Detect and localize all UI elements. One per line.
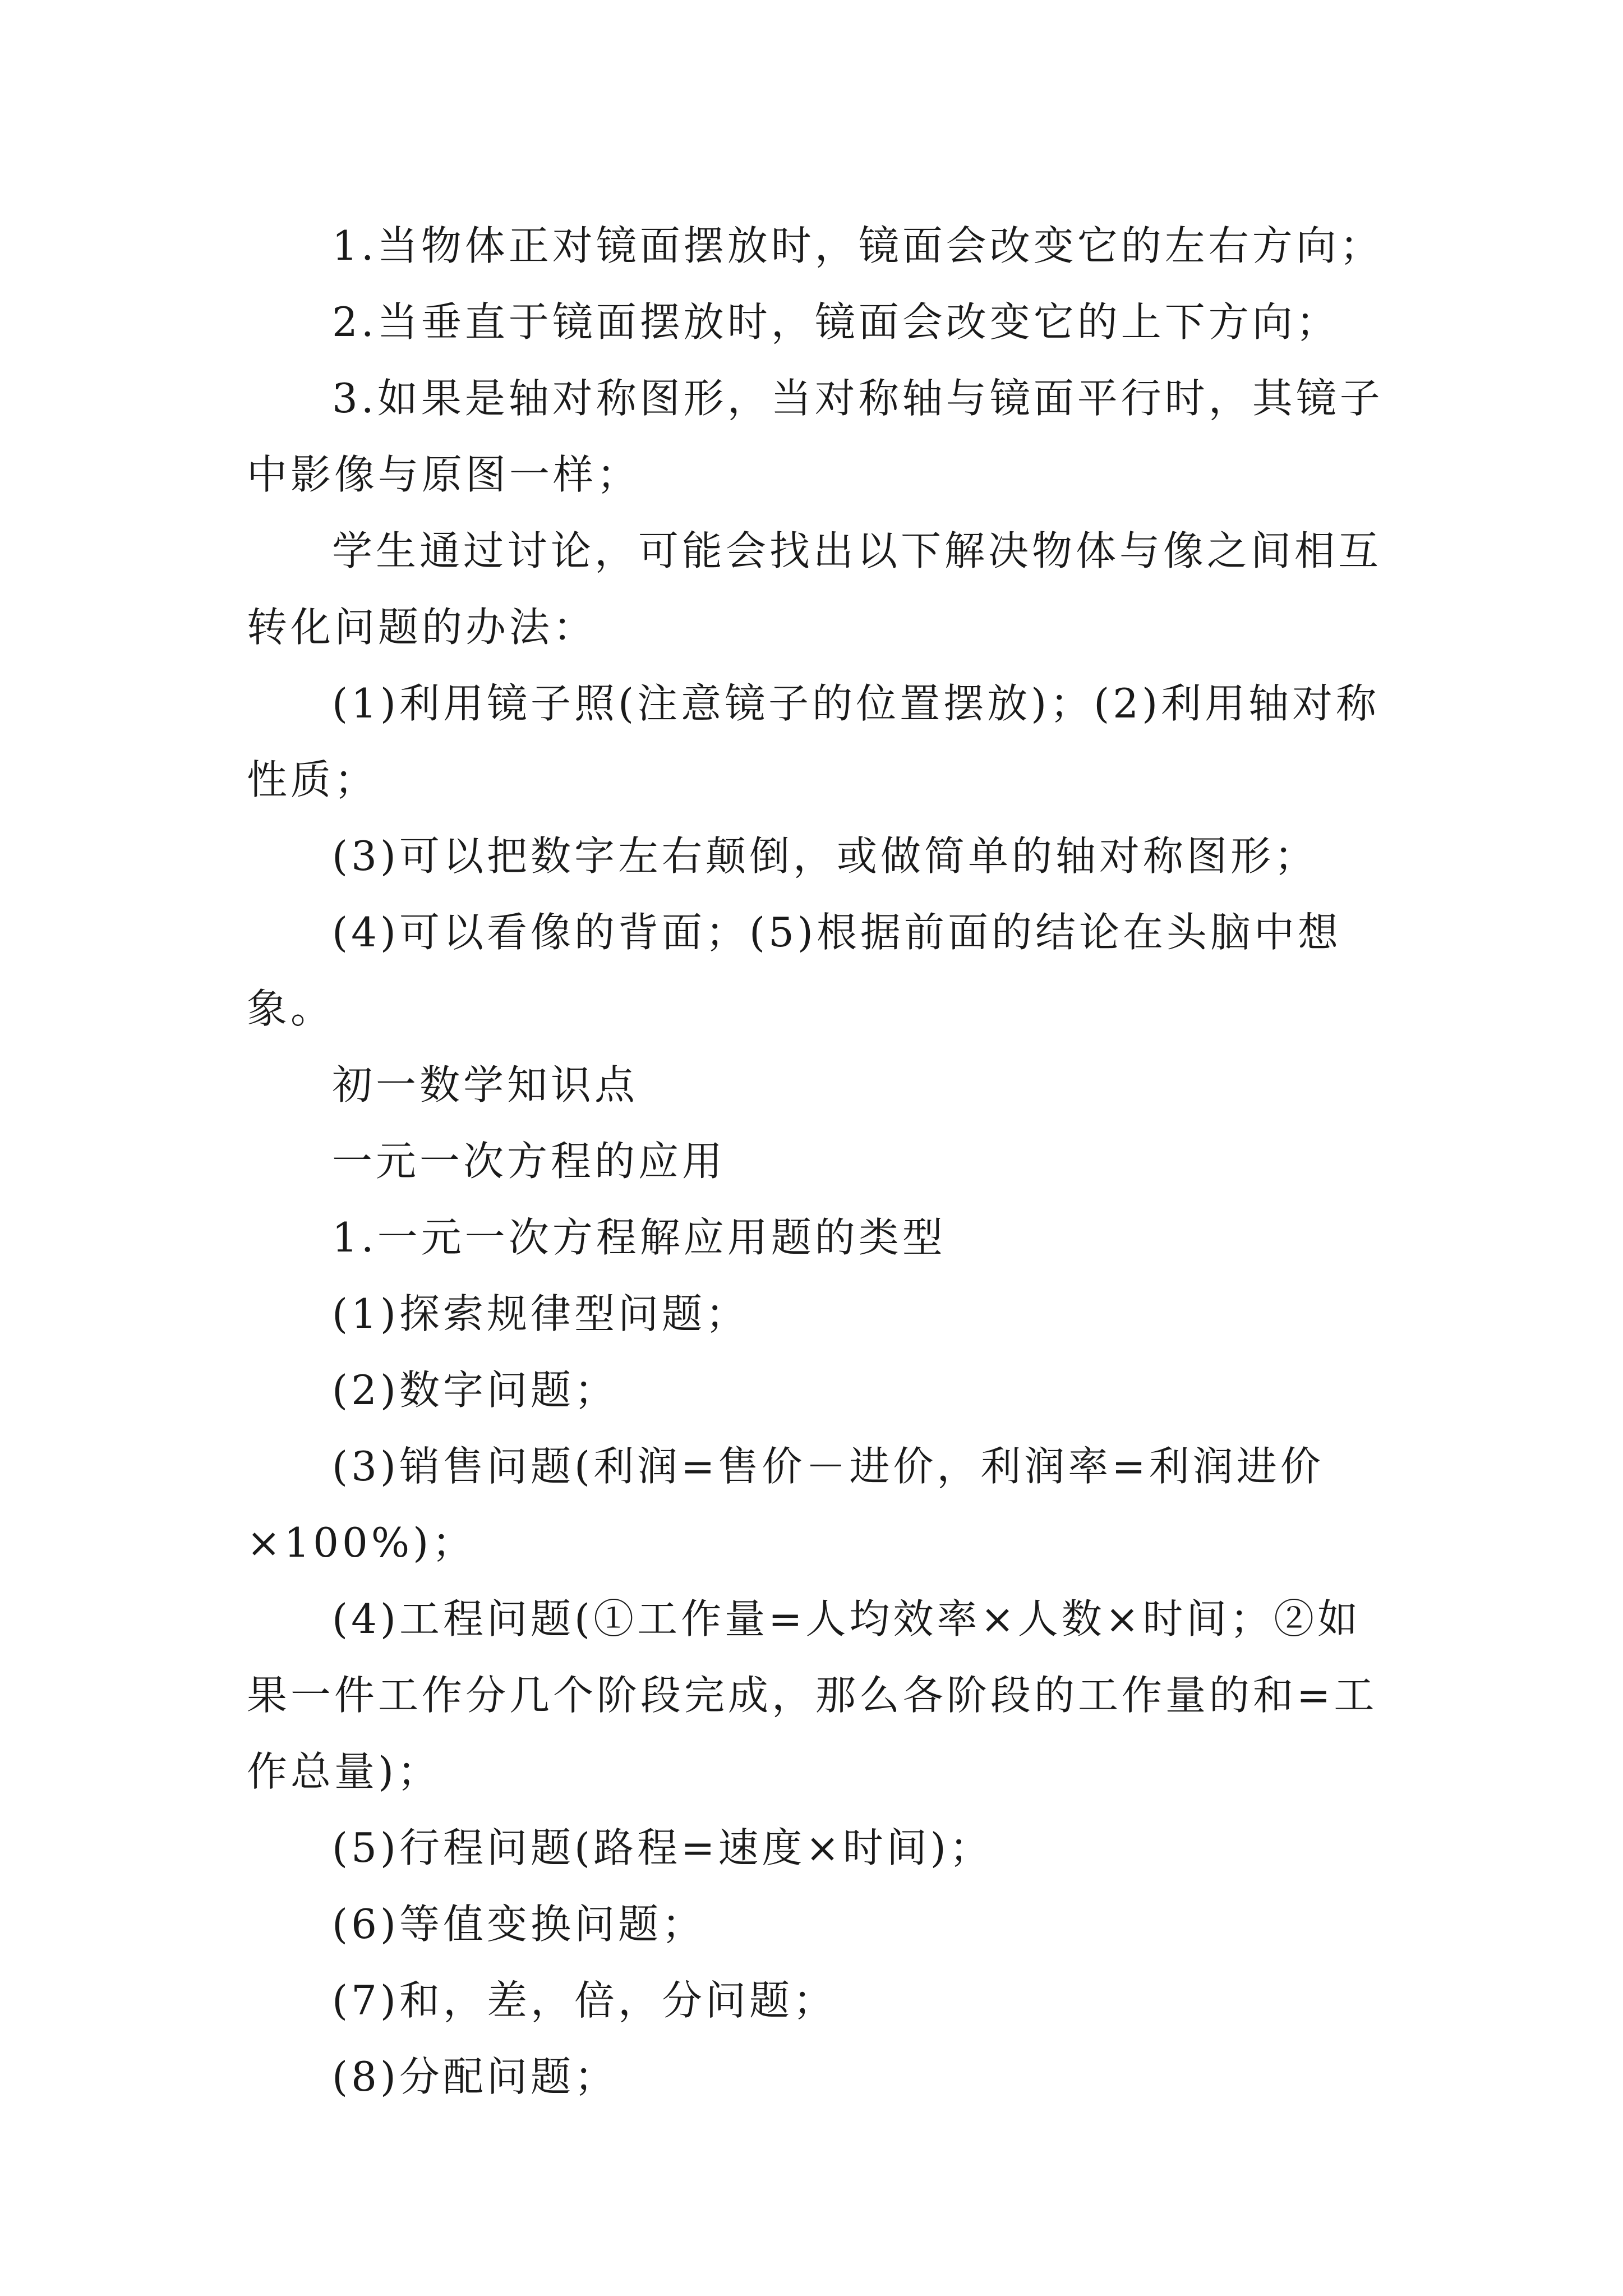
paragraph-discussion-intro: 学生通过讨论，可能会找出以下解决物体与像之间相互转化问题的办法： xyxy=(247,527,1382,651)
list-item-equivalent-exchange: (6)等值变换问题； xyxy=(332,1901,706,1948)
subheading-problem-types: 1.一元一次方程解应用题的类型 xyxy=(332,1214,946,1261)
paragraph-axis-symmetry: 3.如果是轴对称图形，当对称轴与镜面平行时，其镜子中影像与原图一样； xyxy=(247,375,1384,498)
paragraph-method-4-5: (4)可以看像的背面；(5)根据前面的结论在头脑中想象。 xyxy=(247,909,1341,1032)
list-item-travel-problem: (5)行程问题(路程=速度×时间)； xyxy=(332,1824,993,1871)
list-item-allocation-problem: (8)分配问题； xyxy=(332,2053,618,2100)
paragraph-method-1-2: (1)利用镜子照(注意镜子的位置摆放)；(2)利用轴对称性质； xyxy=(247,680,1380,803)
section-heading-knowledge: 初一数学知识点 xyxy=(332,1061,639,1108)
document-body xyxy=(247,208,1391,2115)
paragraph-mirror-up-down: 2.当垂直于镜面摆放时，镜面会改变它的上下方向； xyxy=(332,298,1340,346)
list-item-number-problem: (2)数字问题； xyxy=(332,1366,618,1414)
list-item-sales-problem: (3)销售问题(利润=售价－进价，利润率=利润进价×100%)； xyxy=(247,1443,1324,1566)
list-item-sum-difference-multiple: (7)和，差，倍，分问题； xyxy=(332,1977,837,2024)
list-item-work-problem: (4)工程问题(①工作量=人均效率×人数×时间；②如果一件工作分几个阶段完成，那么各阶段的工作量的和=工作总量)； xyxy=(247,1595,1378,1795)
paragraph-method-3: (3)可以把数字左右颠倒，或做简单的轴对称图形； xyxy=(332,832,1318,880)
section-heading-equation-application: 一元一次方程的应用 xyxy=(332,1138,726,1185)
paragraph-mirror-left-right: 1.当物体正对镜面摆放时，镜面会改变它的左右方向； xyxy=(332,222,1384,269)
list-item-pattern-problem: (1)探索规律型问题； xyxy=(332,1290,749,1337)
